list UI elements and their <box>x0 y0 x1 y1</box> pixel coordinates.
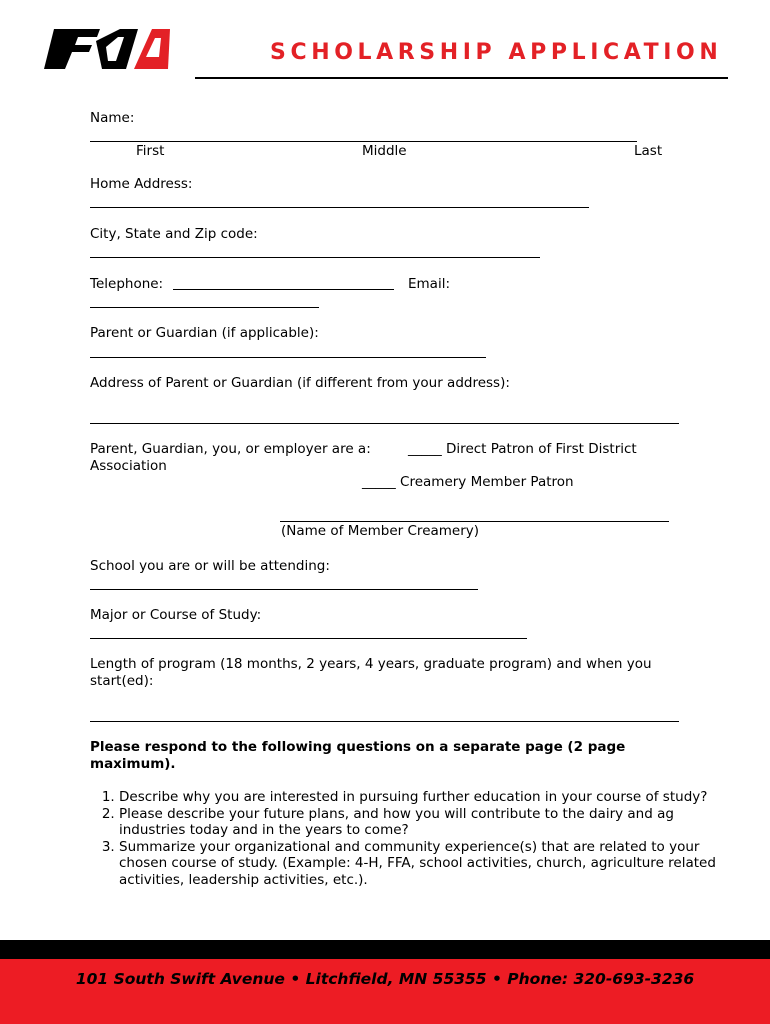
name-first-caption: First <box>136 143 165 159</box>
instructions-heading: Please respond to the following questions on a separate page (2 page maximum). <box>90 739 626 772</box>
school-field[interactable] <box>90 589 478 590</box>
creamery-name-field[interactable] <box>280 521 669 522</box>
patron-label: Parent, Guardian, you, or employer are a: <box>90 441 371 457</box>
program-length-label: Length of program (18 months, 2 years, 4 years, graduate program) and when you start(ed): <box>90 656 652 689</box>
city-state-zip-label: City, State and Zip code: <box>90 226 258 242</box>
patron-option-creamery[interactable]: _____ Creamery Member Patron <box>362 474 574 490</box>
guardian-label: Parent or Guardian (if applicable): <box>90 325 319 341</box>
email-label: Email: <box>408 276 451 292</box>
footer-red-bar <box>0 959 770 1024</box>
title-divider <box>195 77 728 79</box>
name-last-caption: Last <box>634 143 663 159</box>
list-item: 1. Describe why you are interested in pursuing further education in your course of study? <box>119 789 719 806</box>
fda-logo-icon <box>40 25 172 69</box>
guardian-address-label: Address of Parent or Guardian (if different from your address): <box>90 375 510 391</box>
creamery-name-caption: (Name of Member Creamery) <box>281 523 480 539</box>
patron-label-continued: Association <box>90 458 167 474</box>
city-state-zip-field[interactable] <box>90 257 540 258</box>
page-title: SCHOLARSHIP APPLICATION <box>270 40 723 65</box>
patron-option-direct[interactable]: _____ Direct Patron of First District <box>408 441 637 457</box>
program-length-field[interactable] <box>90 721 679 722</box>
footer-address: 101 South Swift Avenue • Litchfield, MN 55355 • Phone: 320-693-3236 <box>75 970 695 988</box>
telephone-field[interactable] <box>173 289 394 290</box>
footer-black-bar <box>0 940 770 959</box>
telephone-label: Telephone: <box>90 276 164 292</box>
list-item: 2. Please describe your future plans, and how you will contribute to the dairy and ag industries today and in the years to come? <box>119 806 719 839</box>
major-field[interactable] <box>90 638 527 639</box>
guardian-address-field[interactable] <box>90 423 679 424</box>
email-field[interactable] <box>90 307 319 308</box>
guardian-field[interactable] <box>90 357 486 358</box>
name-field[interactable] <box>90 141 637 142</box>
major-label: Major or Course of Study: <box>90 607 262 623</box>
questions-list <box>90 789 719 888</box>
home-address-label: Home Address: <box>90 176 193 192</box>
name-label: Name: <box>90 110 135 126</box>
list-item: 3. Summarize your organizational and community experience(s) that are related to your chosen course of study. (Example: 4-H, FFA, school activities, church, agriculture related activities, leadership activities, etc.). <box>119 839 719 889</box>
school-label: School you are or will be attending: <box>90 558 330 574</box>
name-middle-caption: Middle <box>362 143 407 159</box>
home-address-field[interactable] <box>90 207 589 208</box>
